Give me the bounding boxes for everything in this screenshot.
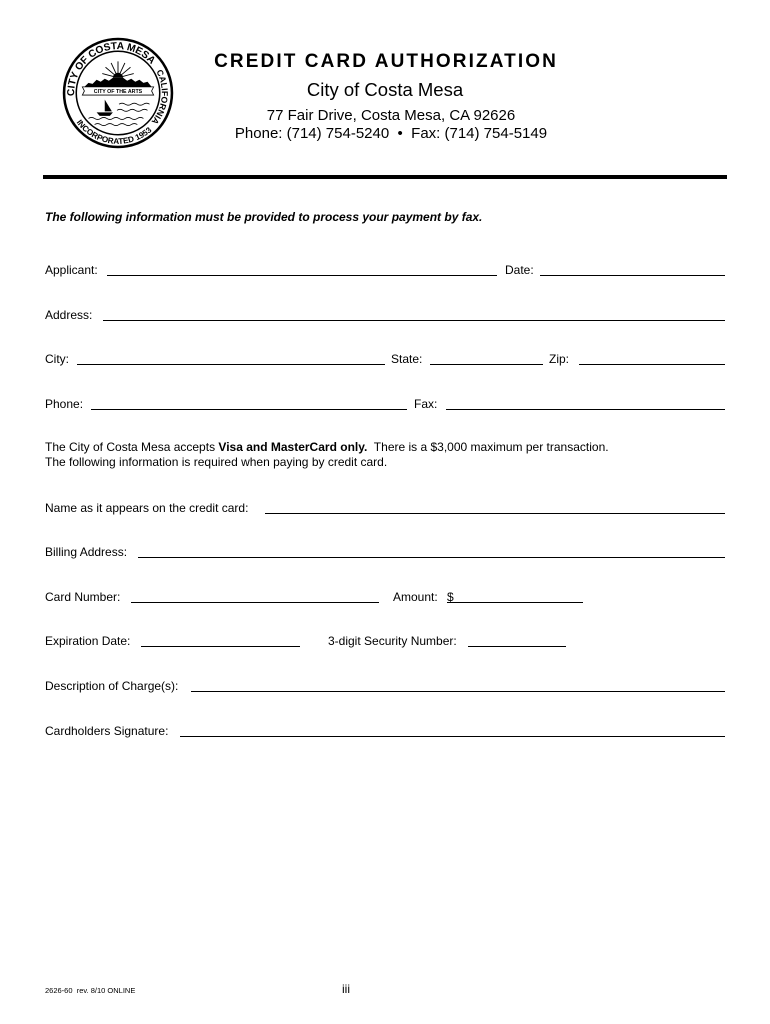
amount-label: Amount: bbox=[393, 590, 438, 604]
applicant-label: Applicant: bbox=[45, 263, 98, 277]
fax-label: Fax: bbox=[414, 397, 438, 411]
card-number-field[interactable] bbox=[131, 590, 379, 603]
zip-field[interactable] bbox=[579, 352, 725, 365]
organization-address: 77 Fair Drive, Costa Mesa, CA 92626 bbox=[266, 107, 516, 124]
currency-symbol: $ bbox=[447, 590, 454, 604]
city-field[interactable] bbox=[77, 352, 385, 365]
phone-field[interactable] bbox=[91, 397, 407, 410]
signature-label: Cardholders Signature: bbox=[45, 724, 169, 738]
bullet-separator: • bbox=[397, 125, 403, 142]
description-row bbox=[0, 679, 770, 693]
expiration-date-label: Expiration Date: bbox=[45, 634, 131, 648]
amount-field[interactable] bbox=[447, 590, 583, 603]
applicant-field[interactable] bbox=[107, 263, 497, 276]
date-field[interactable] bbox=[540, 263, 725, 276]
security-number-label: 3-digit Security Number: bbox=[328, 634, 457, 648]
fax-notice: The following information must be provided to process your payment by fax. bbox=[45, 210, 483, 224]
accepted-cards-note: Visa and MasterCard only. bbox=[218, 440, 368, 454]
fax-field[interactable] bbox=[446, 397, 725, 410]
zip-label: Zip: bbox=[549, 352, 570, 366]
transaction-limit-note: There is a $3,000 maximum per transaction. bbox=[367, 440, 609, 454]
phone-label: Phone: bbox=[45, 397, 84, 411]
seal-right-text: CALIFORNIA bbox=[149, 67, 170, 127]
city-label: City: bbox=[45, 352, 69, 366]
signature-row bbox=[0, 724, 770, 738]
seal-top-text: CITY OF COSTA MESA bbox=[66, 41, 158, 97]
city-seal bbox=[62, 37, 174, 149]
address-label: Address: bbox=[45, 308, 93, 322]
policy-line-1 bbox=[45, 440, 609, 455]
date-label: Date: bbox=[505, 263, 534, 277]
address-field[interactable] bbox=[103, 308, 725, 321]
phone-fax-row bbox=[0, 397, 770, 411]
signature-field[interactable] bbox=[180, 724, 725, 737]
page-marker: iii bbox=[342, 982, 350, 996]
seal-bottom-text: INCORPORATED 1953 bbox=[74, 118, 154, 146]
state-label: State: bbox=[391, 352, 423, 366]
contact-line bbox=[176, 125, 606, 143]
city-state-zip-row bbox=[0, 352, 770, 366]
description-label: Description of Charge(s): bbox=[45, 679, 179, 693]
expiration-row bbox=[0, 634, 770, 648]
card-number-label: Card Number: bbox=[45, 590, 121, 604]
policy-line-2: The following information is required when paying by credit card. bbox=[45, 455, 388, 469]
billing-address-row bbox=[0, 545, 770, 559]
header-divider bbox=[43, 175, 727, 179]
expiration-date-field[interactable] bbox=[141, 634, 300, 647]
applicant-row bbox=[0, 263, 770, 277]
card-number-row bbox=[0, 590, 770, 604]
fax-number: Fax: (714) 754-5149 bbox=[411, 125, 548, 142]
address-row bbox=[0, 308, 770, 322]
phone-number: Phone: (714) 754-5240 bbox=[234, 125, 390, 142]
form-code: 2626-60 rev. 8/10 ONLINE bbox=[45, 986, 136, 995]
description-field[interactable] bbox=[191, 679, 725, 692]
billing-address-label: Billing Address: bbox=[45, 545, 128, 559]
seal-banner-text: CITY OF THE ARTS bbox=[93, 89, 143, 96]
security-number-field[interactable] bbox=[468, 634, 566, 647]
cardholder-name-row bbox=[0, 501, 770, 515]
cardholder-name-field[interactable] bbox=[265, 501, 725, 514]
cardholder-name-label: Name as it appears on the credit card: bbox=[45, 501, 249, 515]
seal-banner bbox=[82, 87, 153, 95]
page-title: CREDIT CARD AUTHORIZATION bbox=[214, 51, 558, 72]
policy-text: The City of Costa Mesa accepts bbox=[45, 440, 219, 454]
organization-name: City of Costa Mesa bbox=[306, 79, 464, 100]
billing-address-field[interactable] bbox=[138, 545, 725, 558]
state-field[interactable] bbox=[430, 352, 543, 365]
